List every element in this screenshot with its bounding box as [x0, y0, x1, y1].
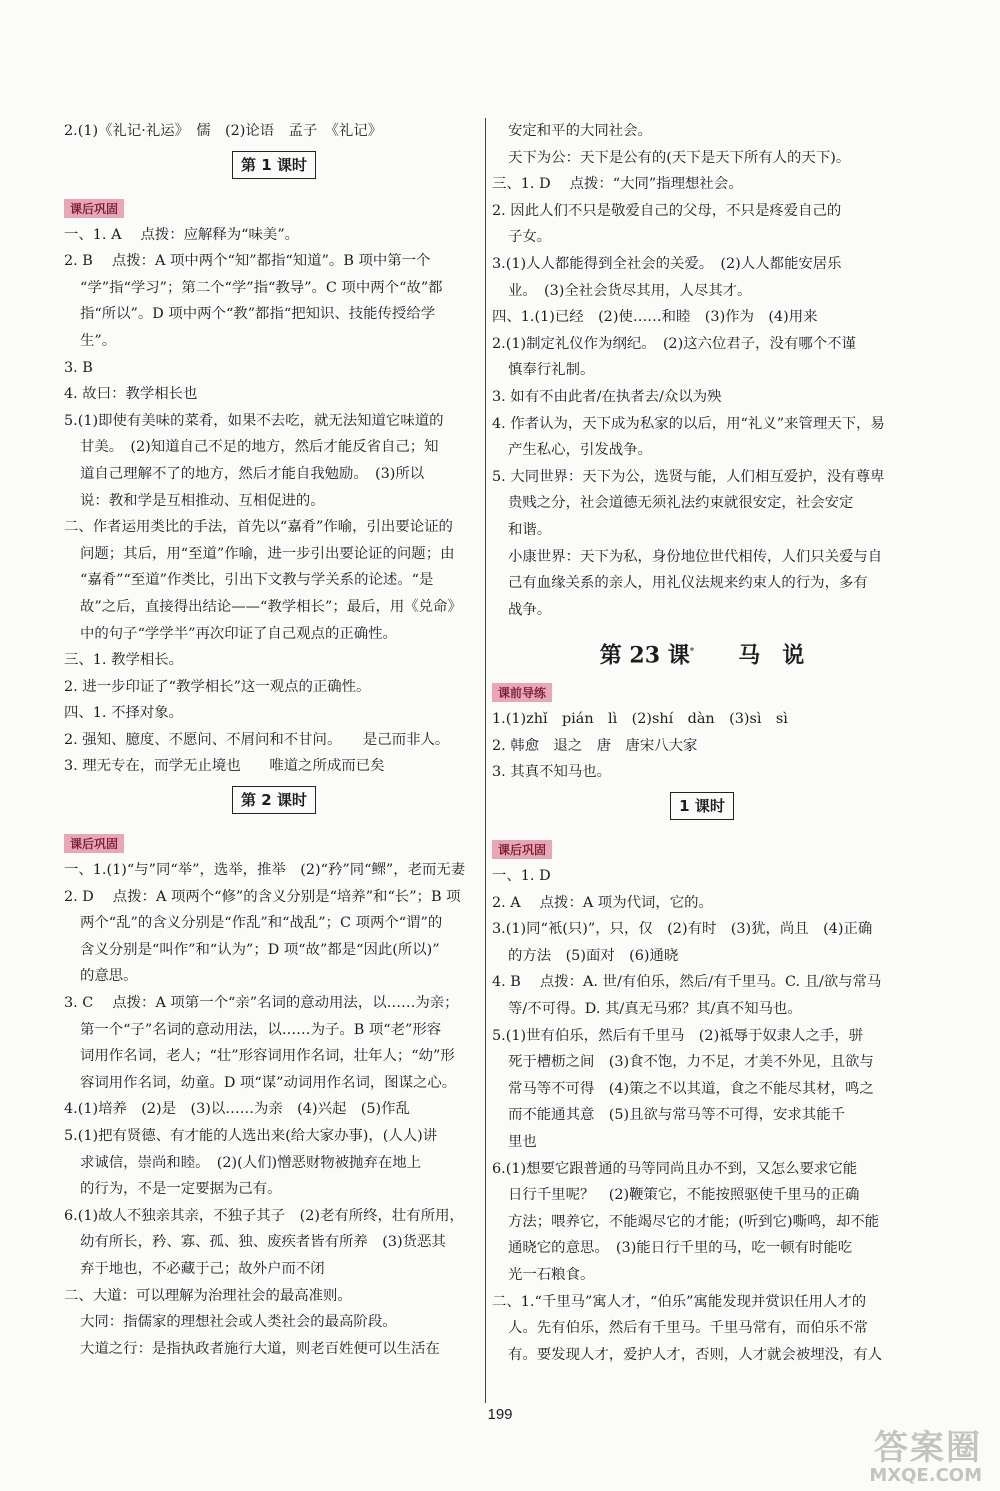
site-watermark — [702, 1430, 982, 1486]
section-tag-row — [492, 836, 912, 863]
answer-line: 5.(1)即使有美味的菜肴，如果不去吃，就无法知道它味道的 — [64, 412, 444, 429]
answer-line: 2. 韩愈 退之 唐 唐宋八大家 — [492, 737, 698, 754]
section-tag: 课后巩固 — [64, 834, 124, 853]
watermark-logo-text: 答案圈 — [874, 1428, 982, 1468]
answer-line: 4. B 点拨：A. 世/有伯乐，然后/有千里马。C. 且/欲与常马 — [492, 974, 882, 991]
answer-line: 2. B 点拨：A 项中两个“知”都指“知道”。B 项中第一个 — [64, 253, 431, 270]
answer-line: 3. B — [64, 359, 93, 376]
answer-line: 天下为公：天下是公有的(天下是天下所有人的天下)。 — [508, 149, 851, 166]
section-tag-row — [64, 830, 484, 857]
answer-line: 贵贱之分，社会道德无须礼法约束就很安定，社会安定 — [508, 495, 854, 512]
answer-line: 有。要发现人才，爱护人才，否则，人才就会被埋没，有人 — [508, 1346, 883, 1363]
answer-line: 第一个“子”名词的意动用法，以……为子。B 项“老”形容 — [80, 1021, 442, 1038]
watermark-url: MXQE.COM — [869, 1465, 982, 1486]
section-tag: 课后巩固 — [64, 199, 124, 218]
answer-line: 2. D 点拨：A 项两个“修”的含义分别是“培养”和“长”；B 项 — [64, 888, 461, 905]
answer-line: 等/不可得。D. 其/真无马邪？其/真不知马也。 — [508, 1001, 802, 1018]
answer-line: 6.(1)故人不独亲其亲，不独子其子 (2)老有所终，壮有所用， — [64, 1207, 464, 1224]
answer-line: 子女。 — [508, 229, 552, 246]
answer-line: 问题；其后，用“至道”作喻，进一步引出要论证的问题；由 — [80, 545, 455, 562]
answer-line: 含义分别是“叫作”和“认为”；D 项“故”都是“因此(所以)” — [80, 941, 440, 958]
answer-line: 安定和平的大同社会。 — [508, 123, 652, 139]
answer-line: 中的句子“学学半”再次印证了自己观点的正确性。 — [80, 625, 397, 642]
answer-line: 2. A 点拨：A 项为代词，它的。 — [492, 894, 713, 911]
lesson-title — [492, 635, 912, 675]
lesson-period-label: 1 课时 — [670, 792, 734, 820]
section-tag: 课前导练 — [492, 683, 552, 702]
answer-line: 1.(1)zhǐ pián lì (2)shí dàn (3)sì sì — [492, 711, 788, 728]
answer-line: 指“所以”。D 项中两个“教”都指“把知识、技能传授给学 — [80, 306, 436, 323]
answer-line: 的行为，不是一定要据为己有。 — [80, 1181, 282, 1198]
answer-line: 日行千里呢？ (2)鞭策它，不能按照驱使千里马的正确 — [508, 1187, 860, 1204]
answer-line: 里也 — [508, 1134, 537, 1150]
answer-line: 三、1. D 点拨：“大同”指理想社会。 — [492, 176, 743, 193]
answer-line: “嘉肴”“至道”作类比，引出下文教与学关系的论述。“是 — [80, 572, 434, 589]
answer-line: 战争。 — [508, 601, 552, 618]
answer-line: 一、1. D — [492, 868, 551, 885]
answer-line: 大道之行：是指执政者施行大道，则老百姓便可以生活在 — [80, 1340, 440, 1357]
answer-line: 方法；喂养它，不能竭尽它的才能；(听到它)嘶鸣，却不能 — [508, 1213, 879, 1230]
answer-line: 5.(1)把有贤德、有才能的人选出来(给大家办事)，(人人)讲 — [64, 1128, 438, 1144]
answer-line: 一、1. A 点拨：应解释为“味美”。 — [64, 226, 300, 243]
answer-line: 己有血缘关系的亲人，用礼仪法规来约束人的行为，多有 — [508, 575, 868, 592]
answer-line: 而不能通其意 (5)且欲与常马等不可得，安求其能千 — [508, 1107, 845, 1124]
lesson-asterisk: * — [689, 647, 695, 658]
answer-line: 弃于地也，不必藏于己；故外户而不闭 — [80, 1260, 325, 1277]
answer-line: 道自己理解不了的地方，然后才能自我勉励。 (3)所以 — [80, 465, 425, 482]
lesson-period-label: 第 1 课时 — [232, 151, 316, 179]
answer-line: 3. 理无专在，而学无止境也 唯道之所成而已矣 — [64, 758, 385, 775]
answer-line: 容词用作名词，幼童。D 项“谋”动词用作名词，图谋之心。 — [80, 1074, 457, 1091]
answer-line: 小康世界：天下为私，身份地位世代相传，人们只关爱与自 — [508, 548, 883, 565]
answer-line: 3.(1)同“衹(只)”，只，仅 (2)有时 (3)犹，尚且 (4)正确 — [492, 921, 873, 938]
answer-line: 业。 (3)全社会货尽其用，人尽其才。 — [508, 282, 752, 299]
answer-line: 通晓它的意思。 (3)能日行千里的马，吃一顿有时能吃 — [508, 1240, 853, 1257]
section-tag-row — [64, 195, 484, 222]
answer-line: 二、大道：可以理解为治理社会的最高准则。 — [64, 1287, 352, 1304]
answer-line: 死于槽枥之间 (3)食不饱，力不足，才美不外见，且欲与 — [508, 1054, 874, 1071]
lesson-number: 第 23 课 — [599, 642, 690, 669]
lesson-period-heading — [492, 792, 912, 830]
answer-line: 大同：指儒家的理想社会或人类社会的最高阶段。 — [80, 1314, 397, 1331]
section-tag: 课后巩固 — [492, 840, 552, 859]
answer-line: 的方法 (5)面对 (6)通晓 — [508, 947, 679, 964]
answer-line: 产生私心，引发战争。 — [508, 442, 652, 459]
answer-line: 2.(1)《礼记·礼运》 儒 (2)论语 孟子 《礼记》 — [64, 123, 383, 139]
answer-line: 4. 作者认为，天下成为私家的以后，用“礼义”来管理天下，易 — [492, 415, 885, 432]
left-column — [64, 118, 484, 1362]
answer-line: 故”之后，直接得出结论——“教学相长”；最后，用《兑命》 — [80, 598, 462, 615]
answer-line: 四、1. 不择对象。 — [64, 705, 184, 722]
answer-line: 幼有所长，矜、寡、孤、独、废疾者皆有所养 (3)货恶其 — [80, 1234, 446, 1251]
lesson-period-heading — [64, 151, 484, 189]
answer-line: 四、1.(1)已经 (2)使……和睦 (3)作为 (4)用来 — [492, 309, 818, 326]
answer-line: 光一石粮食。 — [508, 1266, 595, 1283]
answer-line: 和谐。 — [508, 521, 552, 538]
answer-line: “学”指“学习”；第二个“学”指“教导”。C 项中两个“故”都 — [80, 279, 443, 296]
answer-line: 三、1. 教学相长。 — [64, 652, 184, 669]
title-gap — [694, 643, 738, 669]
answer-line: 两个“乱”的含义分别是“作乱”和“战乱”；C 项两个“谓”的 — [80, 915, 443, 932]
answer-line: 5.(1)世有伯乐，然后有千里马 (2)祗辱于奴隶人之手，骈 — [492, 1027, 864, 1044]
answer-line: 3. 其真不知马也。 — [492, 764, 612, 781]
answer-line: 求诚信，崇尚和睦。 (2)(人们)憎恶财物被抛弃在地上 — [80, 1154, 422, 1171]
answer-line: 慎奉行礼制。 — [508, 362, 595, 379]
answer-line: 的意思。 — [80, 968, 138, 985]
answer-line: 6.(1)想要它跟普通的马等同尚且办不到，又怎么要求它能 — [492, 1160, 858, 1177]
answer-line: 人。先有伯乐，然后有千里马。千里马常有，而伯乐不常 — [508, 1320, 868, 1337]
right-column — [492, 118, 912, 1368]
answer-line: 4.(1)培养 (2)是 (3)以……为亲 (4)兴起 (5)作乱 — [64, 1101, 410, 1118]
column-divider — [485, 118, 486, 1403]
answer-line: 2.(1)制定礼仪作为纲纪。 (2)这六位君子，没有哪个不谨 — [492, 335, 856, 352]
answer-line: 二、作者运用类比的手法，首先以“嘉肴”作喻，引出要论证的 — [64, 519, 453, 536]
lesson-name: 马 说 — [738, 642, 805, 669]
answer-line: 常马等不可得 (4)策之不以其道，食之不能尽其材，鸣之 — [508, 1080, 874, 1097]
section-tag-row — [492, 679, 912, 706]
answer-line: 2. 进一步印证了“教学相长”这一观点的正确性。 — [64, 678, 371, 695]
answer-line: 一、1.(1)“与”同“举”，选举，推举 (2)“矜”同“鳏”，老而无妻 — [64, 862, 466, 879]
answer-line: 3. 如有不由此者/在执者去/众以为殃 — [492, 388, 722, 405]
answer-line: 3. C 点拨：A 项第一个“亲”名词的意动用法，以……为亲； — [64, 995, 459, 1012]
answer-line: 4. 故曰：教学相长也 — [64, 386, 198, 403]
answer-line: 2. 强知、臆度、不愿问、不屑问和不甘问。 是己而非人。 — [64, 731, 450, 748]
lesson-period-label: 第 2 课时 — [232, 786, 316, 814]
answer-line: 二、1.“千里马”寓人才，“伯乐”寓能发现并赏识任用人才的 — [492, 1293, 867, 1310]
answer-line: 说：教和学是互相推动、互相促进的。 — [80, 492, 325, 509]
answer-line: 词用作名词，老人；“壮”形容词用作名词，壮年人；“幼”形 — [80, 1048, 455, 1065]
lesson-period-heading — [64, 786, 484, 824]
answer-line: 3.(1)人人都能得到全社会的关爱。 (2)人人都能安居乐 — [492, 255, 842, 272]
answer-line: 甘美。 (2)知道自己不足的地方，然后才能反省自己；知 — [80, 439, 439, 456]
page-number: 199 — [487, 1406, 513, 1423]
answer-line: 2. 因此人们不只是敬爱自己的父母，不只是疼爱自己的 — [492, 202, 842, 219]
answer-line: 生”。 — [80, 332, 117, 349]
answer-line: 5. 大同世界：天下为公，选贤与能，人们相互爱护，没有尊卑 — [492, 468, 885, 485]
